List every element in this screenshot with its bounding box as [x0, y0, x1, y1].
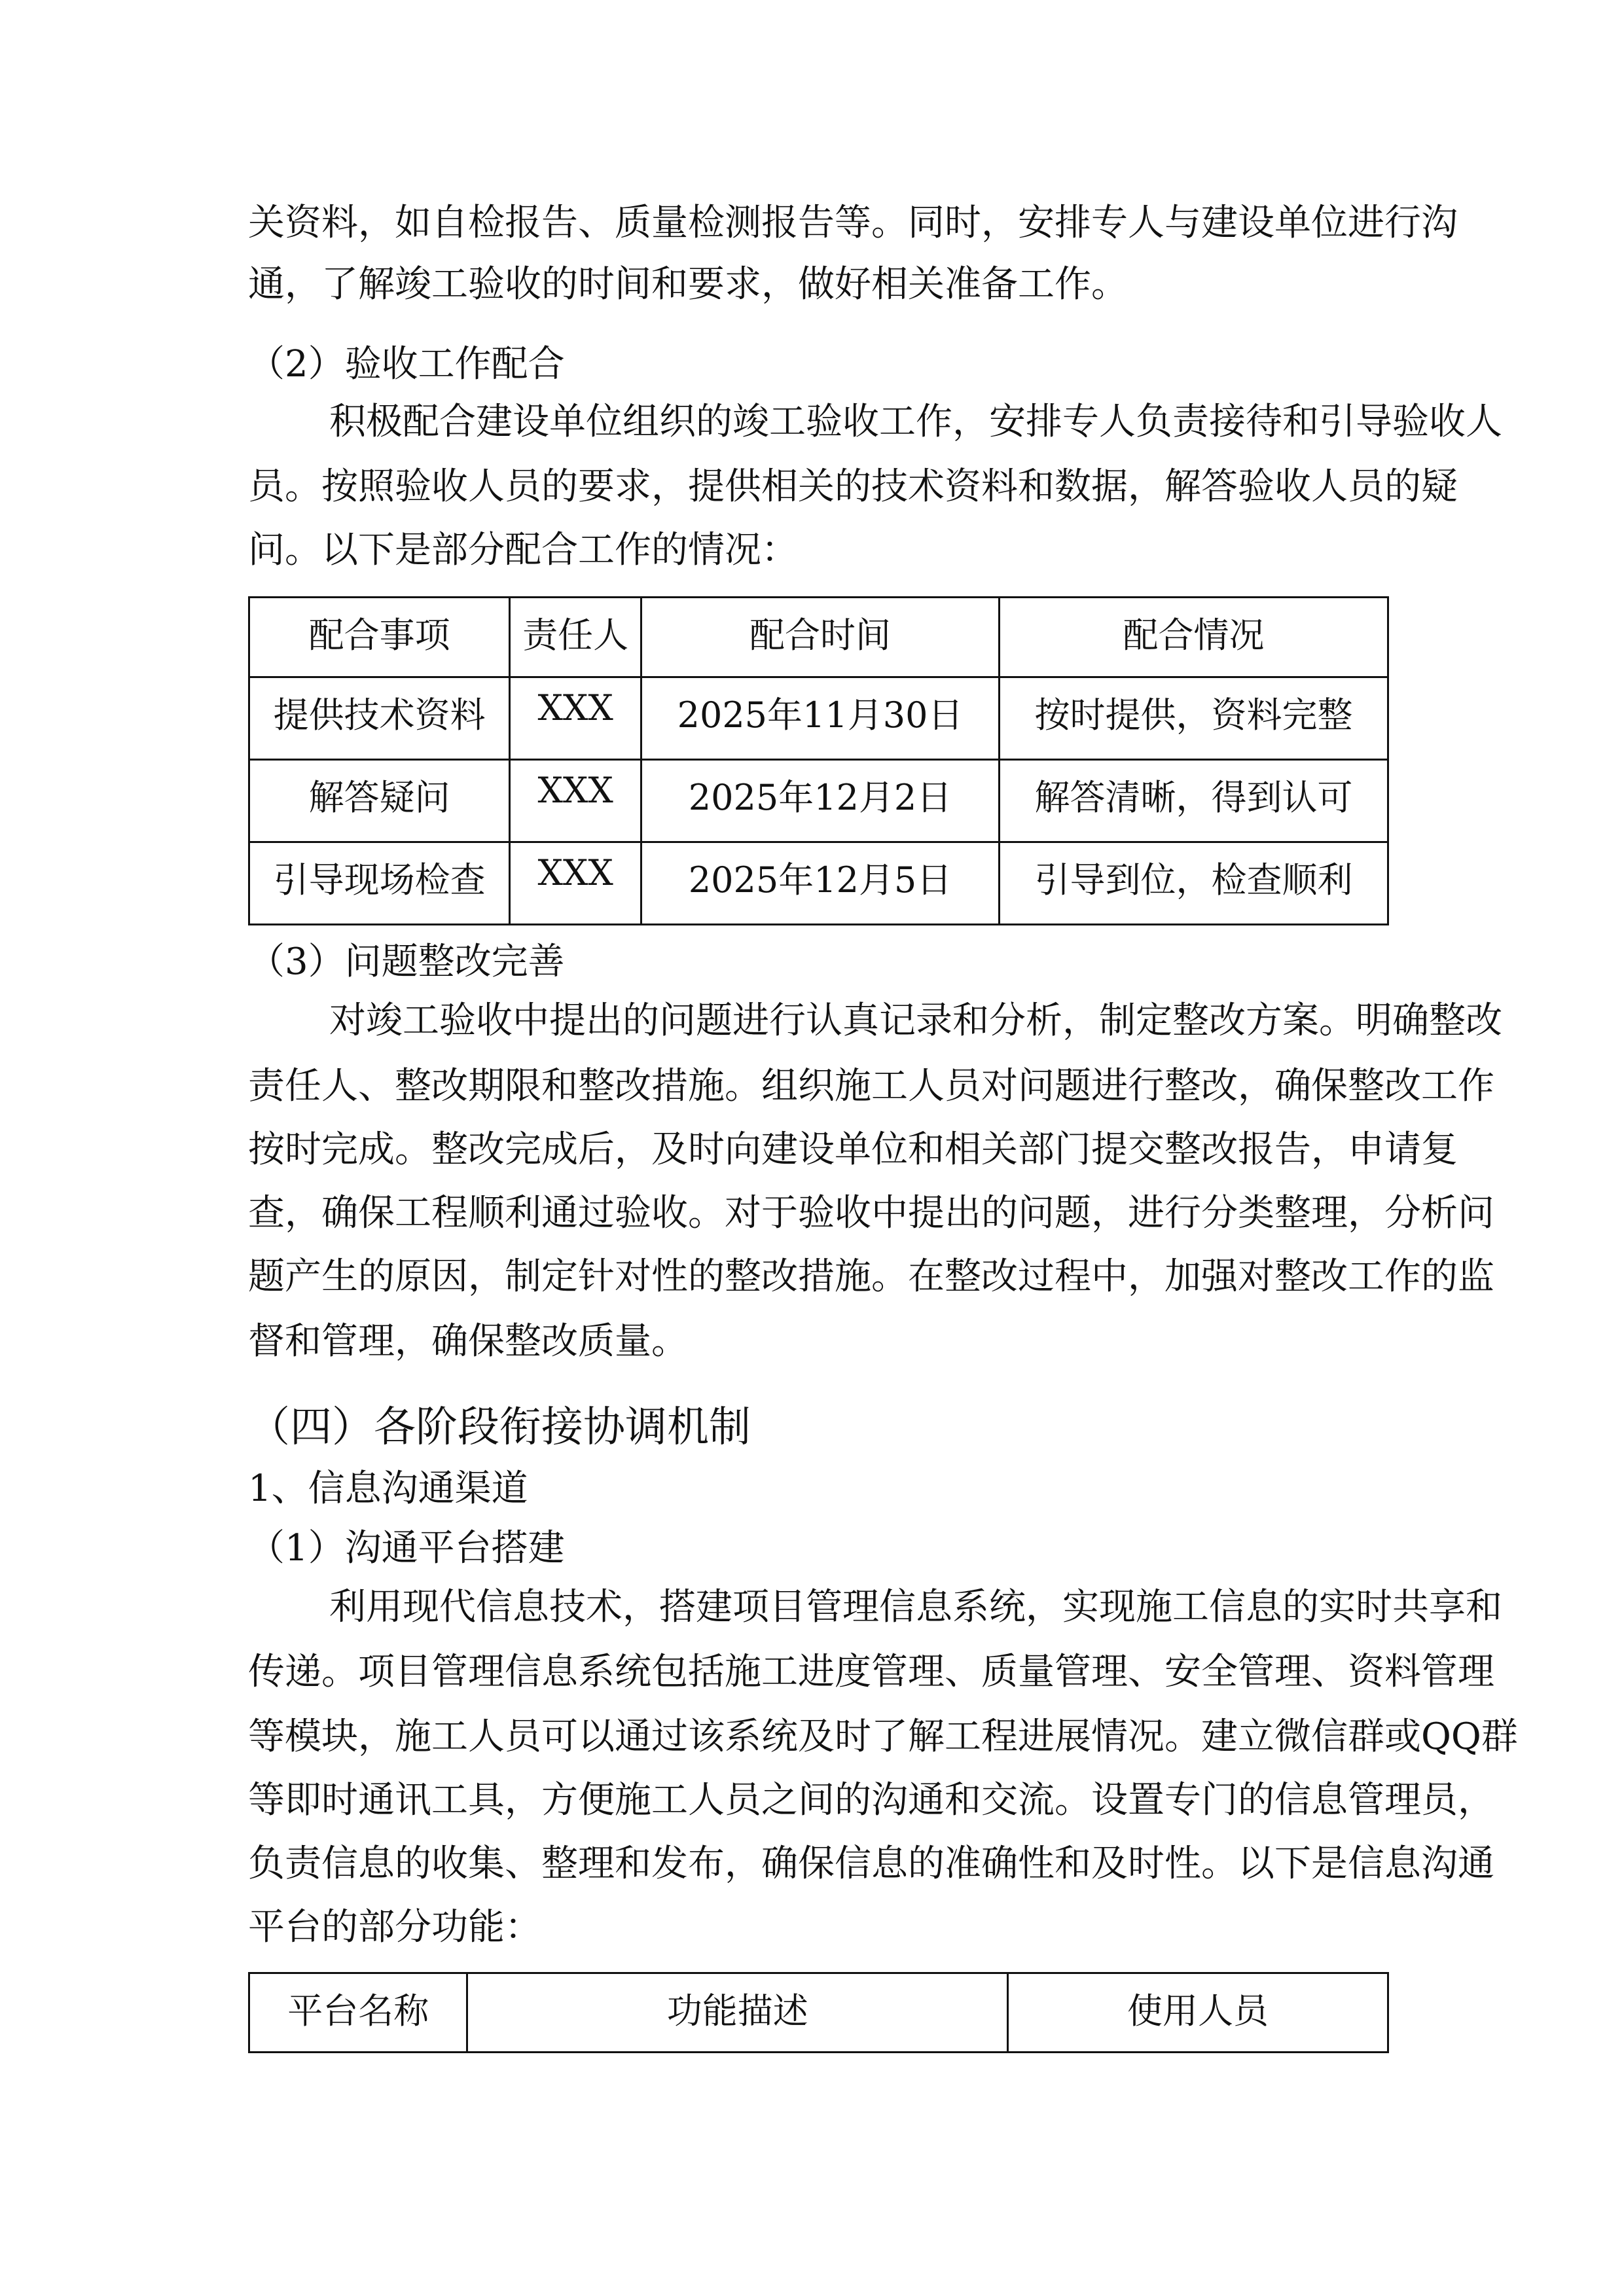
- paragraph-line: 等模块，施工人员可以通过该系统及时了解工程进展情况。建立微信群或QQ群: [248, 1715, 1518, 1758]
- table-row: [249, 677, 1388, 760]
- paragraph-line: 通，了解竣工验收的时间和要求，做好相关准备工作。: [248, 263, 1128, 306]
- section-heading: 1、信息沟通渠道: [248, 1467, 528, 1510]
- table-cell: XXX: [510, 677, 641, 760]
- table-cell: 引导现场检查: [249, 842, 510, 925]
- table-cell: 2025年12月2日: [641, 760, 1000, 842]
- table-cell: XXX: [510, 842, 641, 925]
- paragraph-line: 关资料，如自检报告、质量检测报告等。同时，安排专人与建设单位进行沟: [248, 202, 1458, 244]
- table-cell: 责任人: [510, 598, 641, 677]
- table-cell: 引导到位，检查顺利: [1000, 842, 1388, 925]
- table-cell: 解答清晰，得到认可: [1000, 760, 1388, 842]
- paragraph-line: 按时完成。整改完成后，及时向建设单位和相关部门提交整改报告，申请复: [248, 1128, 1458, 1171]
- paragraph-line: 传递。项目管理信息系统包括施工进度管理、质量管理、安全管理、资料管理: [248, 1651, 1494, 1693]
- section-heading: （2）验收工作配合: [248, 343, 565, 386]
- section-heading: （3）问题整改完善: [248, 941, 565, 983]
- table-cell: XXX: [510, 760, 641, 842]
- table-cell: 2025年11月30日: [641, 677, 1000, 760]
- table-cell: 配合事项: [249, 598, 510, 677]
- table-cell: 配合情况: [1000, 598, 1388, 677]
- paragraph-line: 平台的部分功能：: [248, 1906, 541, 1948]
- platform-table: [248, 1972, 1389, 2053]
- table-row: [249, 760, 1388, 842]
- paragraph-line: 督和管理，确保整改质量。: [248, 1320, 688, 1363]
- table-cell: 按时提供，资料完整: [1000, 677, 1388, 760]
- table-cell: 使用人员: [1007, 1973, 1388, 2053]
- section-heading: （四）各阶段衔接协调机制: [248, 1403, 751, 1452]
- paragraph-line: 积极配合建设单位组织的竣工验收工作，安排专人负责接待和引导验收人: [329, 401, 1502, 443]
- paragraph-line: 问。以下是部分配合工作的情况：: [248, 529, 798, 571]
- table-cell: 配合时间: [641, 598, 1000, 677]
- table-cell: 平台名称: [249, 1973, 467, 2053]
- table-header-row: [249, 1973, 1388, 2053]
- paragraph-line: 责任人、整改期限和整改措施。组织施工人员对问题进行整改，确保整改工作: [248, 1065, 1494, 1107]
- section-heading: （1）沟通平台搭建: [248, 1527, 565, 1570]
- table-row: [249, 842, 1388, 925]
- paragraph-line: 对竣工验收中提出的问题进行认真记录和分析，制定整改方案。明确整改: [329, 999, 1502, 1042]
- paragraph-line: 查，确保工程顺利通过验收。对于验收中提出的问题，进行分类整理，分析问: [248, 1192, 1494, 1234]
- table-cell: 解答疑问: [249, 760, 510, 842]
- cooperation-table: [248, 596, 1389, 925]
- paragraph-line: 负责信息的收集、整理和发布，确保信息的准确性和及时性。以下是信息沟通: [248, 1842, 1494, 1885]
- paragraph-line: 题产生的原因，制定针对性的整改措施。在整改过程中，加强对整改工作的监: [248, 1255, 1494, 1298]
- paragraph-line: 等即时通讯工具，方便施工人员之间的沟通和交流。设置专门的信息管理员，: [248, 1779, 1494, 1821]
- table-header-row: [249, 598, 1388, 677]
- paragraph-line: 利用现代信息技术，搭建项目管理信息系统，实现施工信息的实时共享和: [329, 1586, 1502, 1628]
- table-cell: 功能描述: [467, 1973, 1008, 2053]
- table-cell: 2025年12月5日: [641, 842, 1000, 925]
- table-cell: 提供技术资料: [249, 677, 510, 760]
- paragraph-line: 员。按照验收人员的要求，提供相关的技术资料和数据，解答验收人员的疑: [248, 465, 1458, 508]
